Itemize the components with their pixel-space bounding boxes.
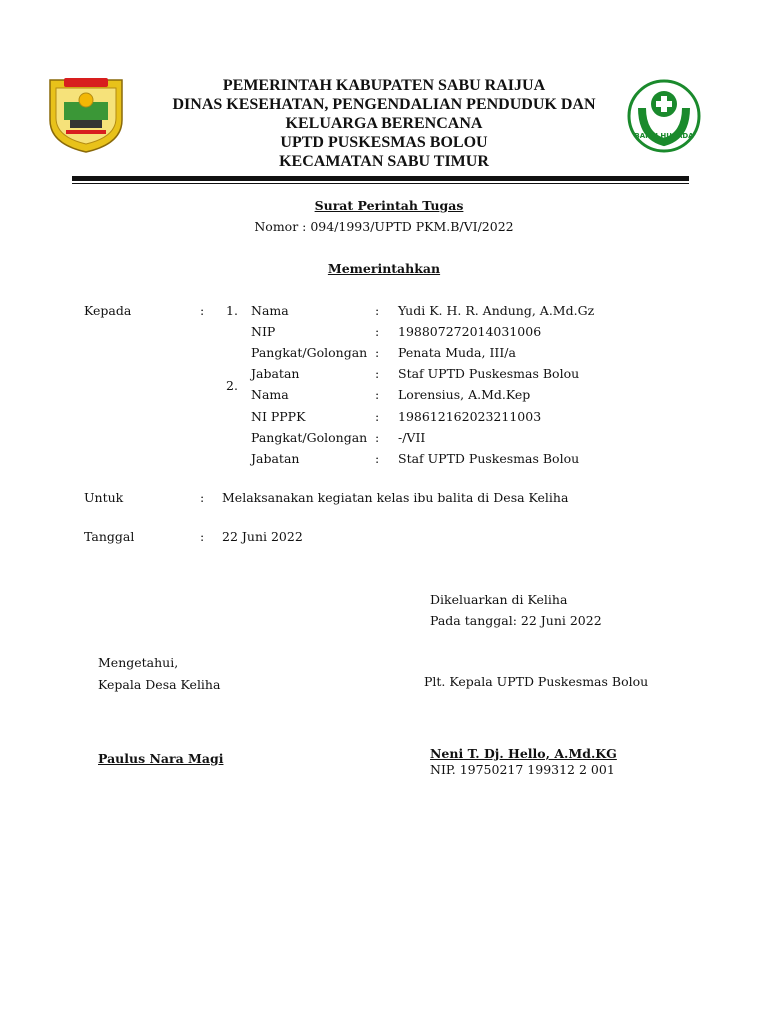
field-colon: : bbox=[375, 387, 380, 402]
field-label: Pangkat/Golongan bbox=[251, 345, 368, 360]
field-label: Nama bbox=[251, 303, 289, 318]
head-nip: NIP. 19750217 199312 2 001 bbox=[430, 762, 615, 777]
untuk-value: Melaksanakan kegiatan kelas ibu balita di Desa Keliha bbox=[222, 490, 569, 505]
header-line-3: KELUARGA BERENCANA bbox=[285, 115, 483, 132]
header-line-5: KECAMATAN SABU TIMUR bbox=[279, 153, 489, 170]
document-number: Nomor : 094/1993/UPTD PKM.B/VI/2022 bbox=[254, 219, 514, 234]
untuk-label: Untuk bbox=[84, 490, 124, 505]
field-label: NI PPPK bbox=[251, 409, 306, 424]
kepada-colon: : bbox=[200, 303, 205, 318]
header-divider-thick bbox=[72, 176, 689, 181]
header-line-1: PEMERINTAH KABUPATEN SABU RAIJUA bbox=[222, 77, 546, 94]
document-title: Surat Perintah Tugas bbox=[314, 198, 464, 213]
bakti-husada-ring-text: BAKTI HUSADA bbox=[634, 132, 694, 140]
field-colon: : bbox=[375, 409, 380, 424]
field-colon: : bbox=[375, 430, 380, 445]
acknowledged-label: Mengetahui, bbox=[98, 655, 179, 670]
order-heading: Memerintahkan bbox=[327, 261, 441, 276]
header-line-4: UPTD PUSKESMAS BOLOU bbox=[280, 134, 488, 151]
field-value: 198612162023211003 bbox=[398, 409, 542, 424]
field-label: Pangkat/Golongan bbox=[251, 430, 368, 445]
field-colon: : bbox=[375, 451, 380, 466]
village-head-title: Kepala Desa Keliha bbox=[98, 677, 221, 692]
tanggal-label: Tanggal bbox=[84, 529, 135, 544]
field-label: Nama bbox=[251, 387, 289, 402]
person-2-number: 2. bbox=[226, 378, 238, 393]
tanggal-value: 22 Juni 2022 bbox=[222, 529, 303, 544]
village-head-name: Paulus Nara Magi bbox=[98, 751, 224, 766]
field-colon: : bbox=[375, 345, 380, 360]
field-label: NIP bbox=[251, 324, 276, 339]
header-line-2: DINAS KESEHATAN, PENGENDALIAN PENDUDUK DAN bbox=[172, 96, 596, 113]
field-colon: : bbox=[375, 324, 380, 339]
field-label: Jabatan bbox=[251, 366, 300, 381]
tanggal-colon: : bbox=[200, 529, 205, 544]
head-title: Plt. Kepala UPTD Puskesmas Bolou bbox=[424, 674, 649, 689]
field-value: Staf UPTD Puskesmas Bolou bbox=[398, 451, 580, 466]
kepada-label: Kepada bbox=[84, 303, 132, 318]
head-name: Neni T. Dj. Hello, A.Md.KG bbox=[430, 746, 617, 761]
field-value: 198807272014031006 bbox=[398, 324, 542, 339]
field-value: Staf UPTD Puskesmas Bolou bbox=[398, 366, 580, 381]
field-label: Jabatan bbox=[251, 451, 300, 466]
issued-place: Dikeluarkan di Keliha bbox=[430, 592, 568, 607]
field-value: -/VII bbox=[398, 430, 426, 445]
field-value: Penata Muda, III/a bbox=[398, 345, 516, 360]
header-divider-thin bbox=[72, 183, 689, 184]
field-value: Yudi K. H. R. Andung, A.Md.Gz bbox=[398, 303, 595, 318]
field-colon: : bbox=[375, 303, 380, 318]
field-value: Lorensius, A.Md.Kep bbox=[398, 387, 531, 402]
issued-date: Pada tanggal: 22 Juni 2022 bbox=[430, 613, 602, 628]
person-1-number: 1. bbox=[226, 303, 238, 318]
field-colon: : bbox=[375, 366, 380, 381]
untuk-colon: : bbox=[200, 490, 205, 505]
